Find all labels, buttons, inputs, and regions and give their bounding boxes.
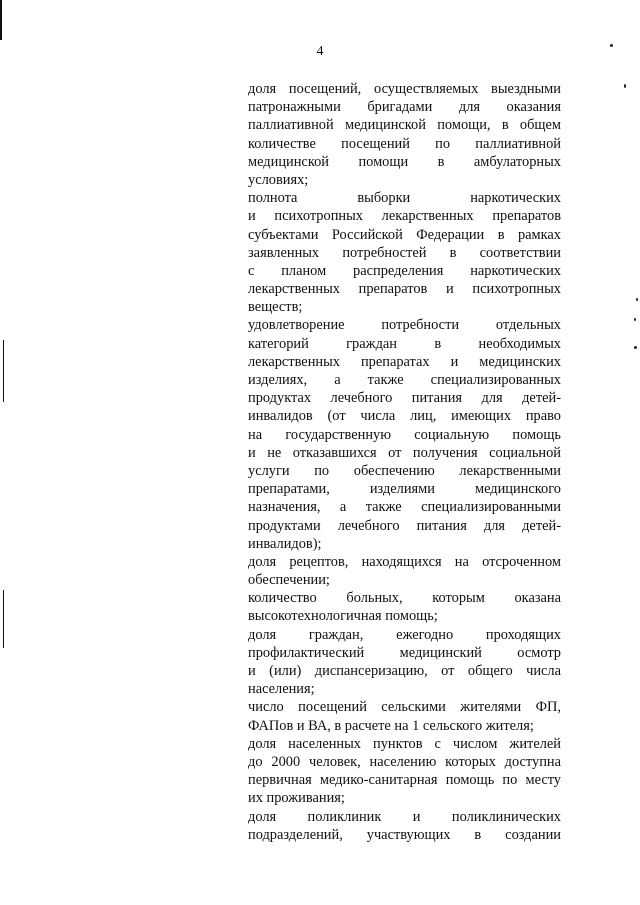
scan-edge-mark-middle <box>3 340 4 402</box>
text-line: инвалидов (от числа лиц, имеющих право <box>248 408 561 425</box>
text-line: лекарственных препаратах и медицинских <box>248 353 561 370</box>
paragraph <box>248 698 561 734</box>
text-line: доля населенных пунктов с числом жителей <box>248 735 561 752</box>
text-line: количестве посещений по паллиативной <box>248 135 561 152</box>
scan-speck <box>634 318 636 321</box>
text-line: паллиативной медицинской помощи, в общем <box>248 117 561 134</box>
text-line: населения; <box>248 681 315 698</box>
page-number: 4 <box>316 44 324 59</box>
paragraph <box>248 80 561 189</box>
text-line: назначения, а также специализированными <box>248 499 561 516</box>
paragraph <box>248 189 561 316</box>
scan-edge-mark-top <box>0 0 2 40</box>
scan-speck <box>634 346 637 349</box>
document-body <box>248 80 561 844</box>
text-line: удовлетворение потребности отдельных <box>248 317 561 334</box>
text-line: обеспечении; <box>248 572 330 589</box>
text-line: количество больных, которым оказана <box>248 590 561 607</box>
text-line: число посещений сельскими жителями ФП, <box>248 699 561 716</box>
text-line: изделиях, а также специализированных <box>248 372 561 388</box>
text-line: доля рецептов, находящихся на отсроченном <box>248 553 561 570</box>
text-line: субъектами Российской Федерации в рамках <box>248 226 561 243</box>
scan-speck <box>636 298 638 301</box>
text-line: заявленных потребностей в соответствии <box>248 244 561 261</box>
paragraph <box>248 316 561 552</box>
paragraph <box>248 553 561 589</box>
text-line: продуктах лечебного питания для детей- <box>248 390 561 407</box>
paragraph <box>248 735 561 808</box>
scan-speck <box>624 84 626 88</box>
text-line: категорий граждан в необходимых <box>248 335 561 352</box>
text-line: и психотропных лекарственных препаратов <box>248 208 561 225</box>
text-line: медицинской помощи в амбулаторных <box>248 153 561 170</box>
text-line: на государственную социальную помощь <box>248 426 561 443</box>
text-line: и не отказавшихся от получения социальной <box>248 444 561 461</box>
paragraph <box>248 808 561 844</box>
text-line: их проживания; <box>248 790 345 807</box>
text-line: высокотехнологичная помощь; <box>248 608 438 625</box>
text-line: доля граждан, ежегодно проходящих <box>248 626 561 643</box>
text-line: с планом распределения наркотических <box>248 262 561 279</box>
text-line: условиях; <box>248 171 309 188</box>
text-line: инвалидов); <box>248 535 322 552</box>
text-line: доля посещений, осуществляемых выездными <box>248 81 561 97</box>
text-line: патронажными бригадами для оказания <box>248 99 561 116</box>
text-line: лекарственных препаратов и психотропных <box>248 281 561 298</box>
text-line: до 2000 человек, населению которых доступна <box>248 753 561 770</box>
text-line: профилактический медицинский осмотр <box>248 644 561 661</box>
text-line: полнота выборки наркотических <box>248 190 561 207</box>
text-line: услуги по обеспечению лекарственными <box>248 462 561 479</box>
paragraph <box>248 626 561 699</box>
text-line: первичная медико-санитарная помощь по месту <box>248 772 561 789</box>
text-line: продуктами лечебного питания для детей- <box>248 517 561 534</box>
text-line: ФАПов и ВА, в расчете на 1 сельского жителя; <box>248 717 534 734</box>
text-line: подразделений, участвующих в создании <box>248 826 561 843</box>
text-line: веществ; <box>248 299 303 316</box>
paragraph <box>248 589 561 625</box>
scan-edge-mark-lower <box>3 590 4 648</box>
text-line: и (или) диспансеризацию, от общего числа <box>248 663 561 679</box>
text-line: доля поликлиник и поликлинических <box>248 808 561 825</box>
text-line: препаратами, изделиями медицинского <box>248 481 561 498</box>
